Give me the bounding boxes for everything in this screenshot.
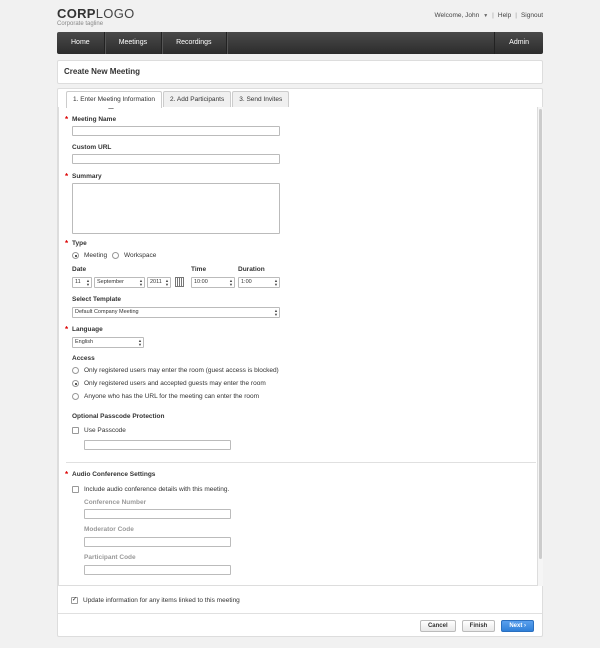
type-workspace-label: Workspace	[124, 252, 157, 259]
finish-button[interactable]: Finish	[462, 620, 496, 632]
access-option-registered-radio[interactable]	[72, 367, 79, 374]
duration-label: Duration	[238, 266, 265, 273]
participant-code-input[interactable]	[84, 565, 231, 575]
template-select[interactable]	[72, 307, 280, 318]
page-title: Create New Meeting	[57, 60, 543, 84]
conference-number-label: Conference Number	[84, 499, 147, 506]
type-meeting-label: Meeting	[84, 252, 108, 259]
welcome-user-menu[interactable]: Welcome, John	[434, 12, 480, 19]
date-year-select[interactable]	[147, 277, 171, 288]
include-audio-label: Include audio conference details with this meeting.	[84, 486, 230, 493]
nav-admin[interactable]: Admin	[494, 32, 543, 54]
divider: |	[515, 12, 517, 19]
type-label: Type	[72, 240, 87, 247]
language-select[interactable]	[72, 337, 144, 348]
custom-url-input[interactable]	[72, 154, 280, 164]
date-month-select[interactable]	[94, 277, 145, 288]
footer-buttons	[420, 620, 534, 632]
template-value: Default Company Meeting	[75, 309, 139, 315]
logo-text: CORPLOGO	[57, 6, 135, 21]
main-navbar	[57, 32, 543, 54]
footer-divider	[58, 613, 542, 614]
divider: |	[492, 12, 494, 19]
required-marker: *	[65, 470, 69, 479]
select-template-label: Select Template	[72, 296, 122, 303]
access-option-anyone-radio[interactable]	[72, 393, 79, 400]
scrollbar[interactable]	[538, 107, 543, 586]
summary-label: Summary	[72, 173, 102, 180]
spinner-icon: ▲ ▼	[139, 278, 143, 287]
cancel-button[interactable]: Cancel	[420, 620, 456, 632]
update-linked-label: Update information for any items linked to this meeting	[83, 597, 240, 604]
help-link[interactable]: Help	[497, 12, 512, 19]
duration-value: 1:00	[241, 279, 252, 285]
language-value: English	[75, 339, 94, 345]
next-button[interactable]: Next ›	[501, 620, 534, 632]
access-option-registered-label: Only registered users may enter the room (guest access is blocked)	[84, 367, 279, 374]
custom-url-label: Custom URL	[72, 144, 112, 151]
type-workspace-radio[interactable]	[112, 252, 119, 259]
tab-enter-meeting-information[interactable]: 1. Enter Meeting Information	[66, 91, 162, 108]
spinner-icon: ▲ ▼	[229, 278, 233, 287]
spinner-icon: ▲ ▼	[86, 278, 90, 287]
top-links	[435, 12, 543, 19]
required-marker: *	[65, 115, 69, 124]
include-audio-checkbox[interactable]	[72, 486, 79, 493]
access-option-accepted-guests-label: Only registered users and accepted guests may enter the room	[84, 380, 266, 387]
date-day-select[interactable]	[72, 277, 92, 288]
corporate-tagline: Corporate tagline	[57, 21, 104, 27]
participant-code-label: Participant Code	[84, 554, 136, 561]
time-select[interactable]	[191, 277, 235, 288]
tab-send-invites[interactable]: 3. Send Invites	[232, 91, 289, 107]
passcode-input[interactable]	[84, 440, 231, 450]
time-value: 10:00	[194, 279, 208, 285]
use-passcode-label: Use Passcode	[84, 427, 126, 434]
nav-meetings[interactable]: Meetings	[105, 32, 162, 54]
date-label: Date	[72, 266, 87, 273]
required-marker: *	[65, 325, 69, 334]
duration-select[interactable]	[238, 277, 280, 288]
meeting-name-label: Meeting Name	[72, 116, 117, 123]
access-option-anyone-label: Anyone who has the URL for the meeting can enter the room	[84, 393, 259, 400]
time-label: Time	[191, 266, 207, 273]
scrollbar-thumb[interactable]	[539, 109, 542, 559]
nav-recordings[interactable]: Recordings	[162, 32, 226, 54]
summary-textarea[interactable]	[72, 183, 280, 234]
required-marker: *	[65, 239, 69, 248]
date-day-value: 11	[75, 279, 81, 285]
spinner-icon: ▲ ▼	[274, 308, 278, 317]
form-content	[58, 107, 538, 586]
section-divider	[66, 462, 536, 463]
access-label: Access	[72, 355, 95, 362]
signout-link[interactable]: Signout	[520, 12, 543, 19]
chevron-down-icon[interactable]: ▼	[483, 12, 489, 19]
wizard-tabs	[66, 91, 290, 108]
date-month-value: September	[97, 279, 124, 285]
spinner-icon: ▲ ▼	[138, 338, 142, 347]
corp-logo	[57, 6, 135, 27]
access-option-accepted-guests-radio[interactable]	[72, 380, 79, 387]
required-marker: *	[65, 172, 69, 181]
use-passcode-checkbox[interactable]	[72, 427, 79, 434]
nav-home[interactable]: Home	[57, 32, 105, 54]
tab-add-participants[interactable]: 2. Add Participants	[163, 91, 231, 107]
type-meeting-radio[interactable]	[72, 252, 79, 259]
update-linked-checkbox[interactable]: ✓	[72, 597, 78, 603]
moderator-code-input[interactable]	[84, 537, 231, 547]
calendar-icon[interactable]	[175, 277, 184, 287]
audio-conference-label: Audio Conference Settings	[72, 471, 156, 478]
moderator-code-label: Moderator Code	[84, 526, 134, 533]
passcode-section-label: Optional Passcode Protection	[72, 413, 165, 420]
language-label: Language	[72, 326, 103, 333]
conference-number-input[interactable]	[84, 509, 231, 519]
main-panel	[57, 88, 543, 637]
meeting-name-input[interactable]	[72, 126, 280, 136]
spinner-icon: ▲ ▼	[274, 278, 278, 287]
spinner-icon: ▲ ▼	[165, 278, 169, 287]
date-year-value: 2011	[150, 279, 162, 285]
